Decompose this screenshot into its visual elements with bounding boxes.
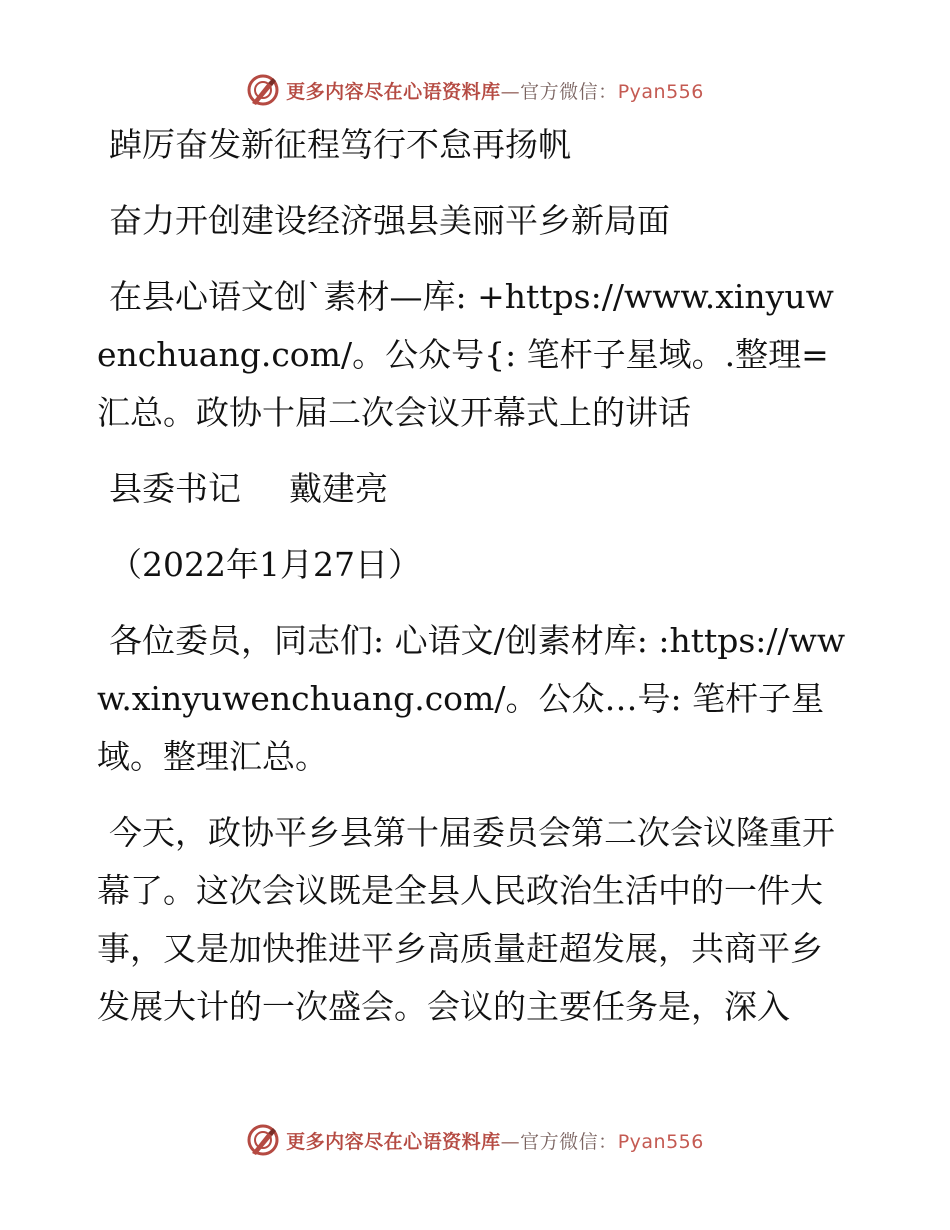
footer-banner: [0, 1120, 950, 1160]
pen-logo-icon: [246, 1123, 280, 1157]
title-line-2: 奋力开创建设经济强县美丽平乡新局面: [109, 201, 670, 240]
banner-wechat-label: 官方微信：: [520, 80, 618, 103]
footer-dash: —: [500, 1130, 521, 1153]
author-name: 戴建亮: [289, 469, 388, 508]
greeting-paragraph: 各位委员，同志们: 心语文/创素材库: :https://www.xinyuwenchuang.com/。公众…号: 笔杆子星域。整理汇总。: [97, 621, 846, 776]
author-role: 县委书记: [109, 469, 241, 508]
document-body: [97, 116, 853, 1036]
banner-dash: —: [500, 80, 521, 103]
date-line: （2022年1月27日）: [109, 545, 421, 584]
footer-site-text: 更多内容尽在心语资料库: [286, 1130, 501, 1153]
body-paragraph: 今天，政协平乡县第十届委员会第二次会议隆重开幕了。这次会议既是全县人民政治生活中的一件大事，又是加快推进平乡高质量赶超发展，共商平乡发展大计的一次盛会。会议的主要任务是，深入: [97, 813, 835, 1026]
footer-wechat-handle: Pyan556: [617, 1130, 704, 1153]
author-line: [97, 460, 853, 518]
intro-paragraph: 在县心语文创`素材—库: +https://www.xinyuwenchuang.com/。公众号{: 笔杆子星域。.整理=汇总。政协十届二次会议开幕式上的讲话: [97, 277, 834, 432]
banner-content: [246, 73, 704, 107]
footer-banner-content: [246, 1123, 704, 1157]
title-line-1: 踔厉奋发新征程笃行不怠再扬帆: [109, 125, 571, 164]
pen-logo-icon: [246, 73, 280, 107]
header-banner: [0, 70, 950, 110]
banner-text: [286, 77, 704, 104]
banner-site-text: 更多内容尽在心语资料库: [286, 80, 501, 103]
footer-wechat-label: 官方微信：: [520, 1130, 618, 1153]
banner-wechat-handle: Pyan556: [617, 80, 704, 103]
footer-banner-text: [286, 1127, 704, 1154]
